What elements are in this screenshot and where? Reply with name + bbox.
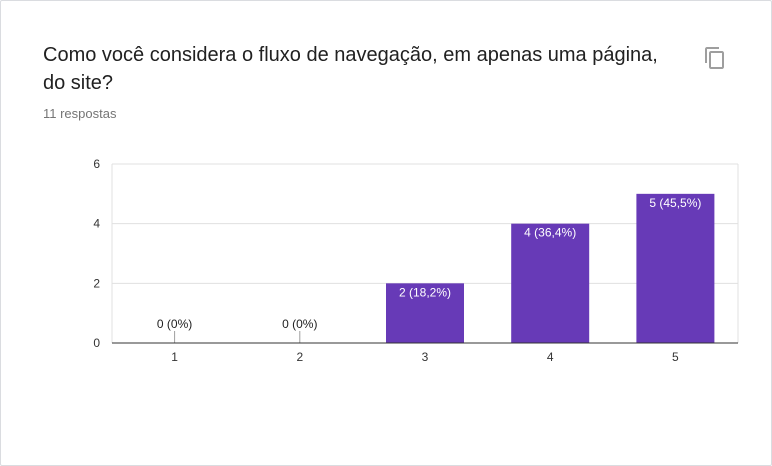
x-tick-label: 2 — [296, 350, 304, 364]
response-count: 11 respostas — [43, 106, 117, 121]
x-tick-label: 1 — [171, 350, 178, 364]
question-title: Como você considera o fluxo de navegação, em apenas uma página, do site? — [43, 44, 658, 94]
bar — [636, 194, 714, 343]
data-label: 0 (0%) — [156, 317, 193, 331]
y-tick-label: 4 — [93, 216, 100, 231]
x-tick-label: 4 — [546, 350, 554, 364]
y-tick-label: 2 — [93, 276, 100, 291]
bar-chart — [1, 1, 771, 401]
y-tick-label: 6 — [93, 157, 100, 171]
bar — [511, 224, 589, 343]
data-label: 5 (45,5%) — [649, 195, 702, 210]
x-tick-label: 3 — [421, 350, 429, 364]
data-label: 2 (18,2%) — [398, 285, 452, 300]
y-tick-label: 0 — [93, 336, 100, 350]
data-label: 0 (0%) — [282, 317, 318, 331]
x-tick-label: 5 — [672, 350, 679, 364]
data-label: 4 (36,4%) — [524, 225, 577, 240]
